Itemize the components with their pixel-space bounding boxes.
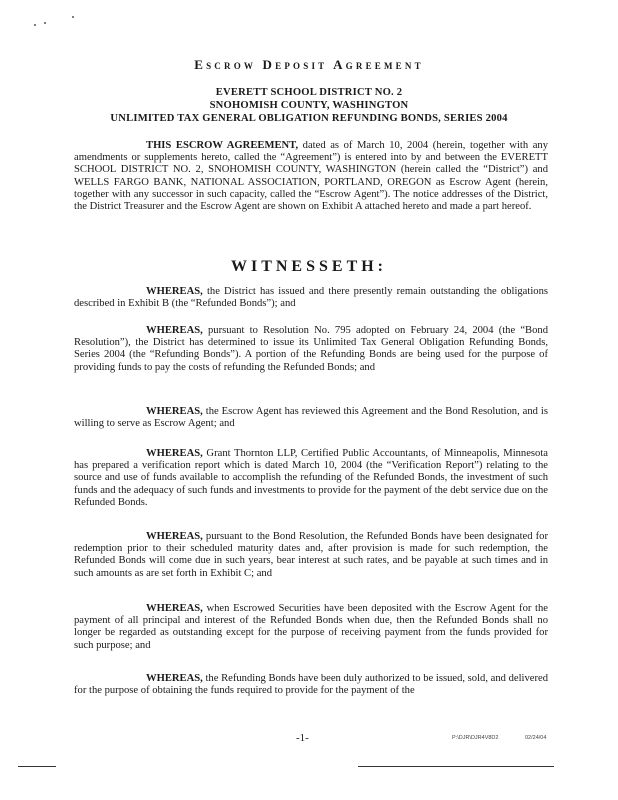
whereas-lead: WHEREAS,	[146, 406, 203, 417]
scan-speck	[34, 24, 36, 26]
whereas-paragraph-1	[74, 286, 548, 310]
whereas-lead: WHEREAS,	[146, 603, 203, 614]
scan-speck	[72, 16, 74, 18]
document-title: Escrow Deposit Agreement	[194, 57, 424, 72]
whereas-lead: WHEREAS,	[146, 448, 203, 459]
heading-district: EVERETT SCHOOL DISTRICT NO. 2	[215, 87, 403, 98]
whereas-text: the Refunding Bonds have been duly authorized to be issued, sold, and delivered for the purpose of obtaining the funds required to provide for the payment of the	[74, 673, 548, 697]
whereas-text: the District has issued and there presently remain outstanding the obligations described in Exhibit B (the “Refunded Bonds”); and	[74, 286, 548, 310]
whereas-text: pursuant to the Bond Resolution, the Refunded Bonds have been designated for redemption prior to their scheduled maturity dates and, after provision is made for such redemption, the Refunded Bonds will come due in such years, bear interest at such rates, and be payable at such times and in such amounts as are set forth in Exhibit C; and	[74, 531, 548, 579]
whereas-text: the Escrow Agent has reviewed this Agreement and the Bond Resolution, and is willing to serve as Escrow Agent; and	[74, 406, 548, 430]
heading-county: SNOHOMISH COUNTY, WASHINGTON	[209, 100, 409, 111]
intro-text: dated as of March 10, 2004 (herein, together with any amendments or supplements hereto, called the “Agreement”) is entered into by and between the EVERETT SCHOOL DISTRICT NO. 2, SNOHOMISH COUNTY, WASHINGTON (herein called the “District”) and WELLS FARGO BANK, NATIONAL ASSOCIATION, PORTLAND, OREGON as Escrow Agent (herein, together with any successor in such capacity, called the “Escrow Agent”). The notice addresses of the District, the District Treasurer and the Escrow Agent are shown on Exhibit A attached hereto and made a part hereof.	[74, 140, 549, 213]
whereas-paragraph-5	[74, 531, 548, 580]
whereas-paragraph-3	[74, 406, 548, 430]
intro-lead: THIS ESCROW AGREEMENT,	[146, 140, 299, 151]
whereas-paragraph-7	[74, 673, 548, 697]
page-number: -1-	[296, 732, 309, 744]
intro-paragraph	[74, 140, 548, 213]
footer-rule	[18, 766, 56, 767]
whereas-text: Grant Thornton LLP, Certified Public Accountants, of Minneapolis, Minnesota has prepared a verification report which is dated March 10, 2004 (the “Verification Report”) relating to the source and use of funds available to accomplish the refunding of the Refunded Bonds, the investment of such funds and the adequacy of such funds and investments to provide for the payment of the debt service due on the Refunded Bonds.	[74, 448, 548, 508]
whereas-lead: WHEREAS,	[146, 325, 203, 336]
footer-date-code: 02/24/04	[525, 735, 547, 741]
whereas-paragraph-2	[74, 325, 548, 374]
footer-rule	[358, 766, 554, 767]
whereas-paragraph-6	[74, 603, 548, 652]
scan-speck	[44, 22, 46, 24]
footer-doc-code: P:\DJR\DJR4V8D2	[452, 735, 499, 741]
whereas-lead: WHEREAS,	[146, 286, 203, 297]
heading-bonds: UNLIMITED TAX GENERAL OBLIGATION REFUNDING BONDS, SERIES 2004	[110, 113, 508, 124]
whereas-lead: WHEREAS,	[146, 673, 203, 684]
whereas-text: when Escrowed Securities have been deposited with the Escrow Agent for the payment of all principal and interest of the Refunded Bonds when due, then the Refunded Bonds shall no longer be regarded as outstanding except for the purpose of receiving payment from the funds provided for such purpose; and	[74, 603, 548, 651]
witnesseth-heading: WITNESSETH:	[230, 258, 388, 275]
whereas-lead: WHEREAS,	[146, 531, 203, 542]
whereas-text: pursuant to Resolution No. 795 adopted on February 24, 2004 (the “Bond Resolution”), the District has determined to issue its Unlimited Tax General Obligation Refunding Bonds, Series 2004 (the “Refunding Bonds”). A portion of the Refunding Bonds are being used for the purpose of providing funds to pay the costs of refunding the Refunded Bonds; and	[74, 325, 548, 373]
whereas-paragraph-4	[74, 448, 548, 509]
